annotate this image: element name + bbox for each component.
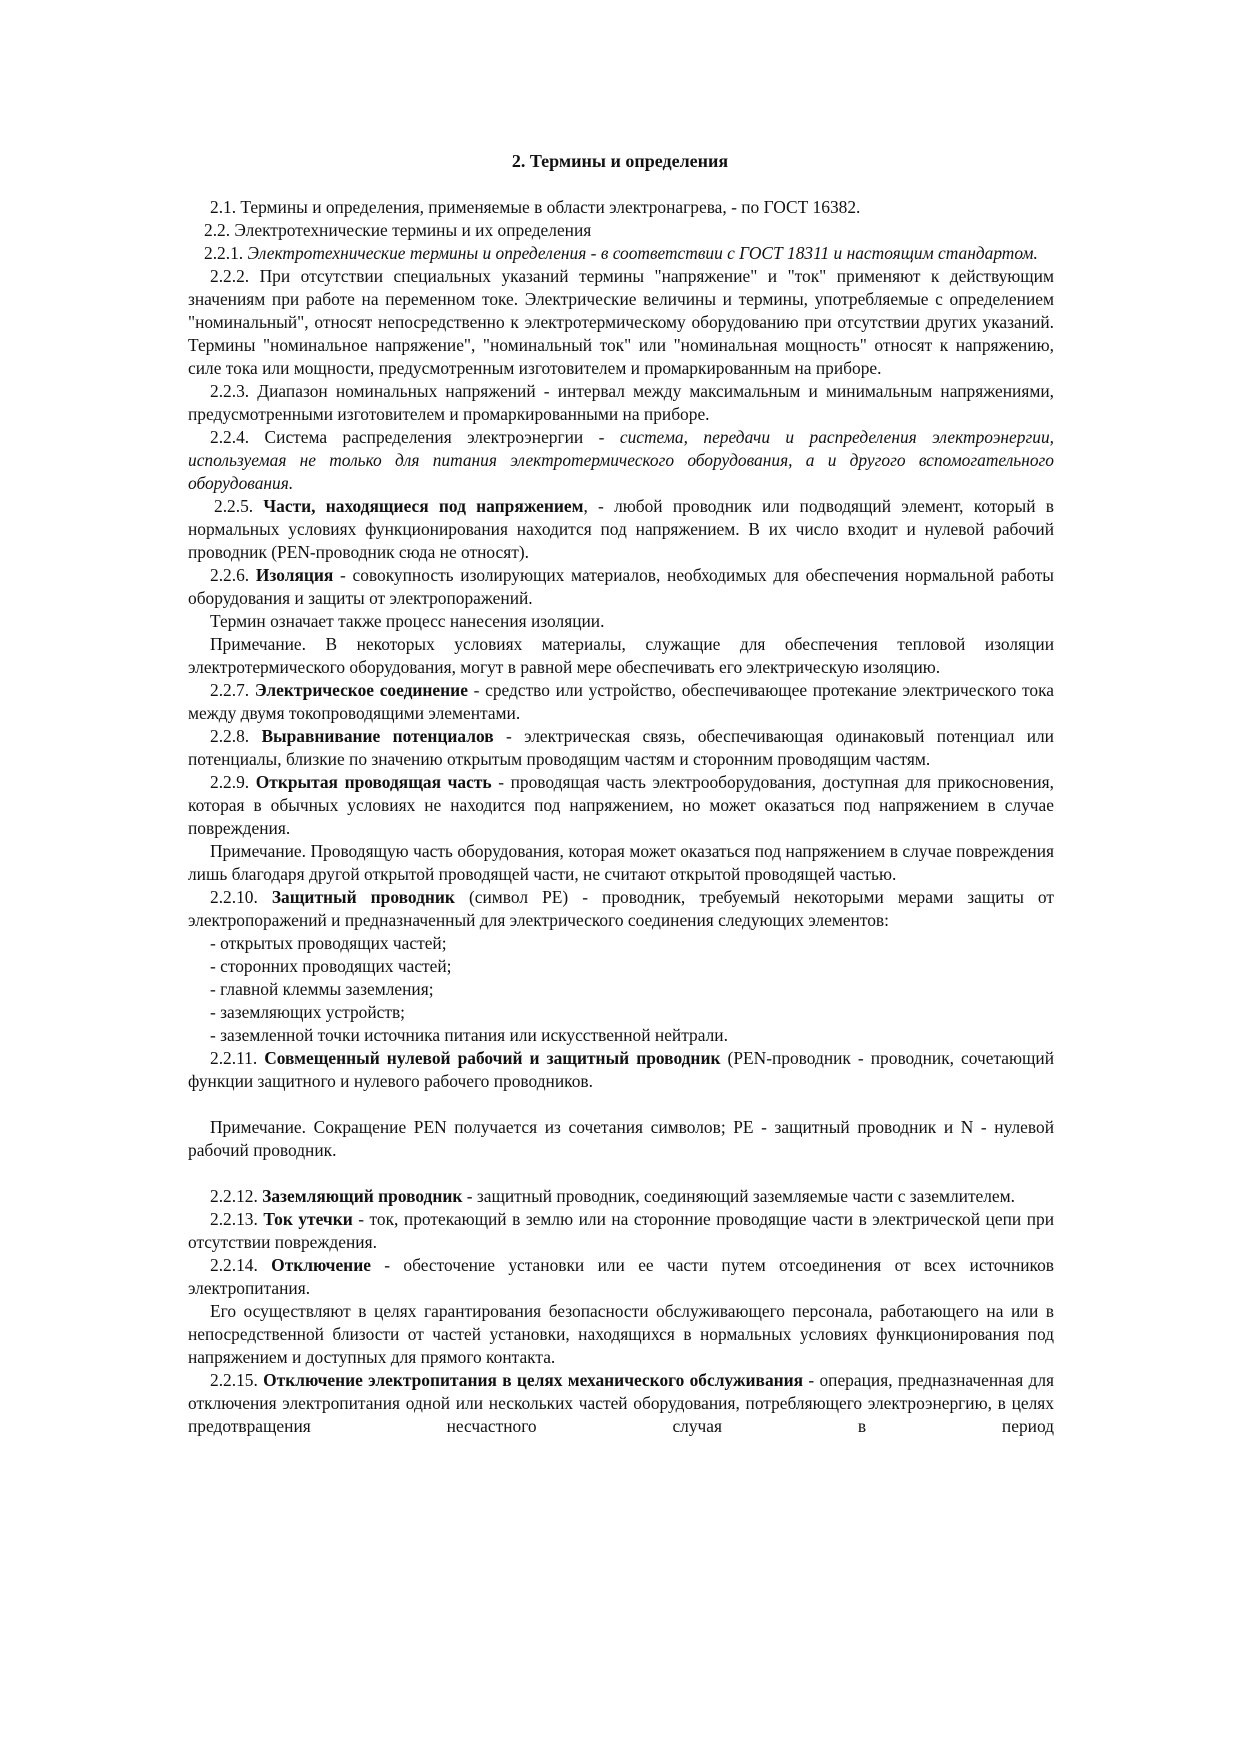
clause-text: - электрическая связь, обеспечивающая одинаковый потенциал или потенциалы, близкие по значению открытым проводящим частям и сторонним проводящим частям. [188, 726, 1054, 769]
blank-line [188, 1162, 1054, 1185]
paragraph-2-1: 2.1. Термины и определения, применяемые в области электронагрева, - по ГОСТ 16382. [210, 197, 861, 217]
paragraph-2-2-6 [188, 564, 1054, 610]
clause-term: Ток утечки [263, 1209, 353, 1229]
clause-number: 2.2.13. [210, 1209, 264, 1229]
paragraph-2-2-6-extra: Термин означает также процесс нанесения изоляции. [210, 611, 605, 631]
clause-number: 2.2.6. [210, 565, 256, 585]
section-title: 2. Термины и определения [511, 151, 729, 171]
clause-term: Заземляющий проводник [262, 1186, 463, 1206]
paragraph-2-2-4 [188, 426, 1054, 495]
document-body [188, 196, 1054, 1438]
clause-number: 2.2.1. [204, 243, 248, 263]
paragraph-2-2-3: 2.2.3. Диапазон номинальных напряжений - интервал между максимальным и минимальным напряжениями, предусмотренными изготовителем и промаркированными на приборе. [188, 381, 1054, 424]
clause-text: - совокупность изолирующих материалов, необходимых для обеспечения нормальной работы оборудования и защиты от электропоражений. [188, 565, 1054, 608]
clause-text: - операция, предназначенная для отключения электропитания одной или нескольких частей оборудования, потребляющего электроэнергию, в целях предотвращения несчастного случая в период [188, 1370, 1055, 1436]
list-item: - заземляющих устройств; [210, 1002, 406, 1022]
clause-text: , - любой проводник или подводящий элемент, который в нормальных условиях функционирования находится под напряжением. В их число входит и нулевой рабочий проводник (PEN-проводник сюда не относят). [188, 496, 1055, 562]
paragraph-2-2-8 [188, 725, 1054, 771]
paragraph-2-2-1 [188, 242, 1054, 265]
clause-text: - средство или устройство, обеспечивающее протекание электрического тока между двумя токопроводящими элементами. [188, 680, 1054, 723]
clause-text: система, передачи и распределения электроэнергии, используемая не только для питания электротермического оборудования, а и другого вспомогательного оборудования. [188, 427, 1054, 493]
list-item: - главной клеммы заземления; [210, 979, 434, 999]
clause-text: - обесточение установки или ее части путем отсоединения от всех источников электропитания. [188, 1255, 1055, 1298]
clause-number: 2.2.9. [210, 772, 256, 792]
paragraph-2-2-14 [188, 1254, 1054, 1300]
note-2-2-11: Примечание. Сокращение PEN получается из сочетания символов; PE - защитный проводник и N - нулевой рабочий проводник. [188, 1117, 1054, 1160]
paragraph-2-2-7 [188, 679, 1054, 725]
clause-number: 2.2.10. [210, 887, 272, 907]
note-2-2-6: Примечание. В некоторых условиях материалы, служащие для обеспечения тепловой изоляции электротермического оборудования, могут в равной мере обеспечивать его электрическую изоляцию. [188, 634, 1054, 677]
clause-term: Система распределения электроэнергии - [264, 427, 620, 447]
clause-term: Совмещенный нулевой рабочий и защитный проводник [264, 1048, 721, 1068]
clause-number: 2.2.12. [210, 1186, 263, 1206]
clause-term: Отключение [271, 1255, 371, 1275]
clause-text: - проводящая часть электрооборудования, доступная для прикосновения, которая в обычных условиях не находится под напряжением, но может оказаться под напряжением в случае повреждения. [188, 772, 1054, 838]
clause-number: 2.2.7. [210, 680, 255, 700]
clause-number: 2.2.8. [210, 726, 262, 746]
paragraph-2-2-13 [188, 1208, 1054, 1254]
clause-number: 2.2.4. [210, 427, 265, 447]
note-2-2-9: Примечание. Проводящую часть оборудования, которая может оказаться под напряжением в случае повреждения лишь благодаря другой открытой проводящей части, не считают открытой проводящей частью. [188, 841, 1054, 884]
clause-term: Электрическое соединение [254, 680, 468, 700]
paragraph-2-2: 2.2. Электротехнические термины и их определения [204, 220, 592, 240]
clause-term: Части, находящиеся под напряжением [263, 496, 584, 516]
clause-text: - защитный проводник, соединяющий заземляемые части с заземлителем. [462, 1186, 1016, 1206]
clause-number: 2.2.14. [210, 1255, 272, 1275]
paragraph-2-2-10 [188, 886, 1054, 932]
list-item: - открытых проводящих частей; [210, 933, 447, 953]
paragraph-2-2-9 [188, 771, 1054, 840]
clause-term: Выравнивание потенциалов [261, 726, 494, 746]
clause-term: Защитный проводник [271, 887, 455, 907]
paragraph-2-2-2: 2.2.2. При отсутствии специальных указаний термины "напряжение" и "ток" применяют к действующим значениям при работе на переменном токе. Электрические величины и термины, употребляемые с определением "номинальный", относят непосредственно к электротермическому оборудованию при отсутствии других указаний. Термины "номинальное напряжение", "номинальный ток" или "номинальная мощность" относят к напряжению, силе тока или мощности, предусмотренным изготовителем и промаркированным на приборе. [188, 266, 1054, 378]
clause-text: (PEN-проводник - проводник, сочетающий функции защитного и нулевого рабочего проводников. [188, 1048, 1054, 1091]
paragraph-2-2-5 [188, 495, 1054, 564]
blank-line [188, 1093, 1054, 1116]
paragraph-2-2-15 [188, 1369, 1054, 1438]
clause-number: 2.2.15. [210, 1370, 264, 1390]
clause-text: - ток, протекающий в землю или на сторонние проводящие части в электрической цепи при отсутствии повреждения. [188, 1209, 1055, 1252]
clause-text: (символ PE) - проводник, требуемый некоторыми мерами защиты от электропоражений и предназначенный для электрического соединения следующих элементов: [188, 887, 1054, 930]
clause-term: Изоляция [255, 565, 334, 585]
list-item: - сторонних проводящих частей; [210, 956, 452, 976]
list-item: - заземленной точки источника питания или искусственной нейтрали. [210, 1025, 728, 1045]
paragraph-2-2-12 [188, 1185, 1054, 1208]
clause-term: Открытая проводящая часть [255, 772, 492, 792]
clause-number: 2.2.5. [214, 496, 264, 516]
clause-text: Электротехнические термины и определения - в соответствии с ГОСТ 18311 и настоящим стандартом. [247, 243, 1038, 263]
clause-number: 2.2.11. [210, 1048, 265, 1068]
paragraph-2-2-11 [188, 1047, 1054, 1093]
paragraph-2-2-14-extra: Его осуществляют в целях гарантирования безопасности обслуживающего персонала, работающего на или в непосредственной близости от частей установки, находящихся в нормальных условиях функционирования под напряжением и доступных для прямого контакта. [188, 1301, 1054, 1367]
clause-term: Отключение электропитания в целях механического обслуживания [263, 1370, 804, 1390]
